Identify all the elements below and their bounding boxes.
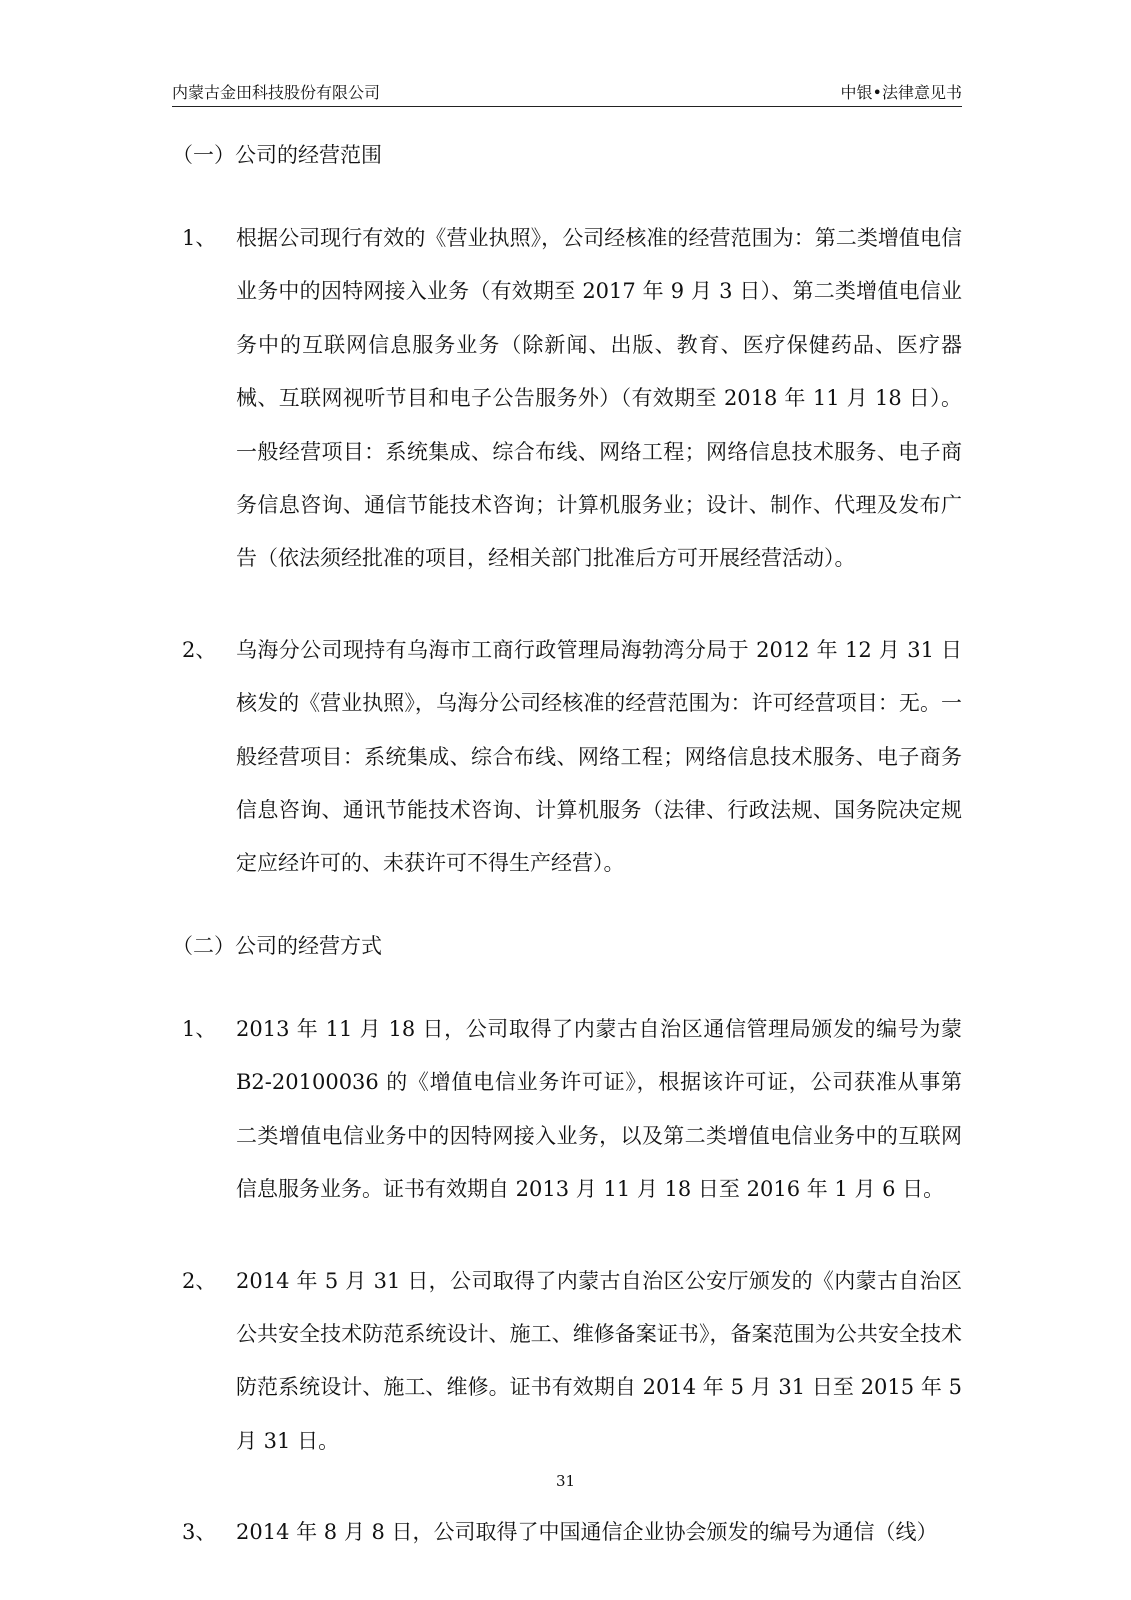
list-item bbox=[172, 1506, 962, 1559]
list-item-text: 根据公司现行有效的《营业执照》，公司经核准的经营范围为：第二类增值电信业务中的因特网接入业务（有效期至 2017 年 9 月 3 日）、第二类增值电信业务中的互联网信息服务业务（除新闻、出版、教育、医疗保健药品、医疗器械、互联网视听节目和电子公告服务外）（有效期至 2018 年 11 月 18 日）。一般经营项目：系统集成、综合布线、网络工程；网络信息技术服务、电子商务信息咨询、通信节能技术咨询；计算机服务业；设计、制作、代理及发布广告（依法须经批准的项目，经相关部门批准后方可开展经营活动）。 bbox=[236, 226, 962, 571]
list-item-number: 2、 bbox=[182, 1268, 217, 1293]
header-company-name: 内蒙古金田科技股份有限公司 bbox=[172, 83, 381, 102]
document-body bbox=[172, 140, 962, 1560]
page-number: 31 bbox=[555, 1472, 576, 1490]
section-title-business-mode: （二）公司的经营方式 bbox=[172, 933, 382, 958]
list-item-text: 2014 年 8 月 8 日，公司取得了中国通信企业协会颁发的编号为通信（线） bbox=[236, 1520, 938, 1545]
list-item-number: 1、 bbox=[182, 226, 217, 250]
list-item bbox=[172, 624, 962, 891]
header-document-title: 中银•法律意见书 bbox=[840, 83, 962, 102]
list-item-text: 2014 年 5 月 31 日，公司取得了内蒙古自治区公安厅颁发的《内蒙古自治区公共安全技术防范系统设计、施工、维修备案证书》，备案范围为公共安全技术防范系统设计、施工、维修。证书有效期自 2014 年 5 月 31 日至 2015 年 5 月 31 日。 bbox=[236, 1268, 962, 1453]
list-item bbox=[172, 1003, 962, 1217]
list-item-text: 乌海分公司现持有乌海市工商行政管理局海勃湾分局于 2012 年 12 月 31 日核发的《营业执照》，乌海分公司经核准的经营范围为：许可经营项目：无。一般经营项目：系统集成、综合布线、网络工程；网络信息技术服务、电子商务信息咨询、通讯节能技术咨询、计算机服务（法律、行政法规、国务院决定规定应经许可的、未获许可不得生产经营）。 bbox=[236, 637, 962, 876]
list-item-number: 1、 bbox=[182, 1016, 217, 1041]
list-item-number: 3、 bbox=[182, 1520, 217, 1545]
page-header bbox=[172, 78, 962, 107]
list-item-number: 2、 bbox=[182, 637, 217, 662]
list-item bbox=[172, 212, 962, 586]
list-item-text: 2013 年 11 月 18 日，公司取得了内蒙古自治区通信管理局颁发的编号为蒙 B2-20100036 的《增值电信业务许可证》，根据该许可证，公司获准从事第二类增值电信业务中的因特网接入业务，以及第二类增值电信业务中的互联网信息服务业务。证书有效期自 2013 月 11 月 18 日至 2016 年 1 月 6 日。 bbox=[236, 1016, 962, 1202]
section-title-business-scope: （一）公司的经营范围 bbox=[172, 143, 382, 167]
list-item bbox=[172, 1255, 962, 1469]
